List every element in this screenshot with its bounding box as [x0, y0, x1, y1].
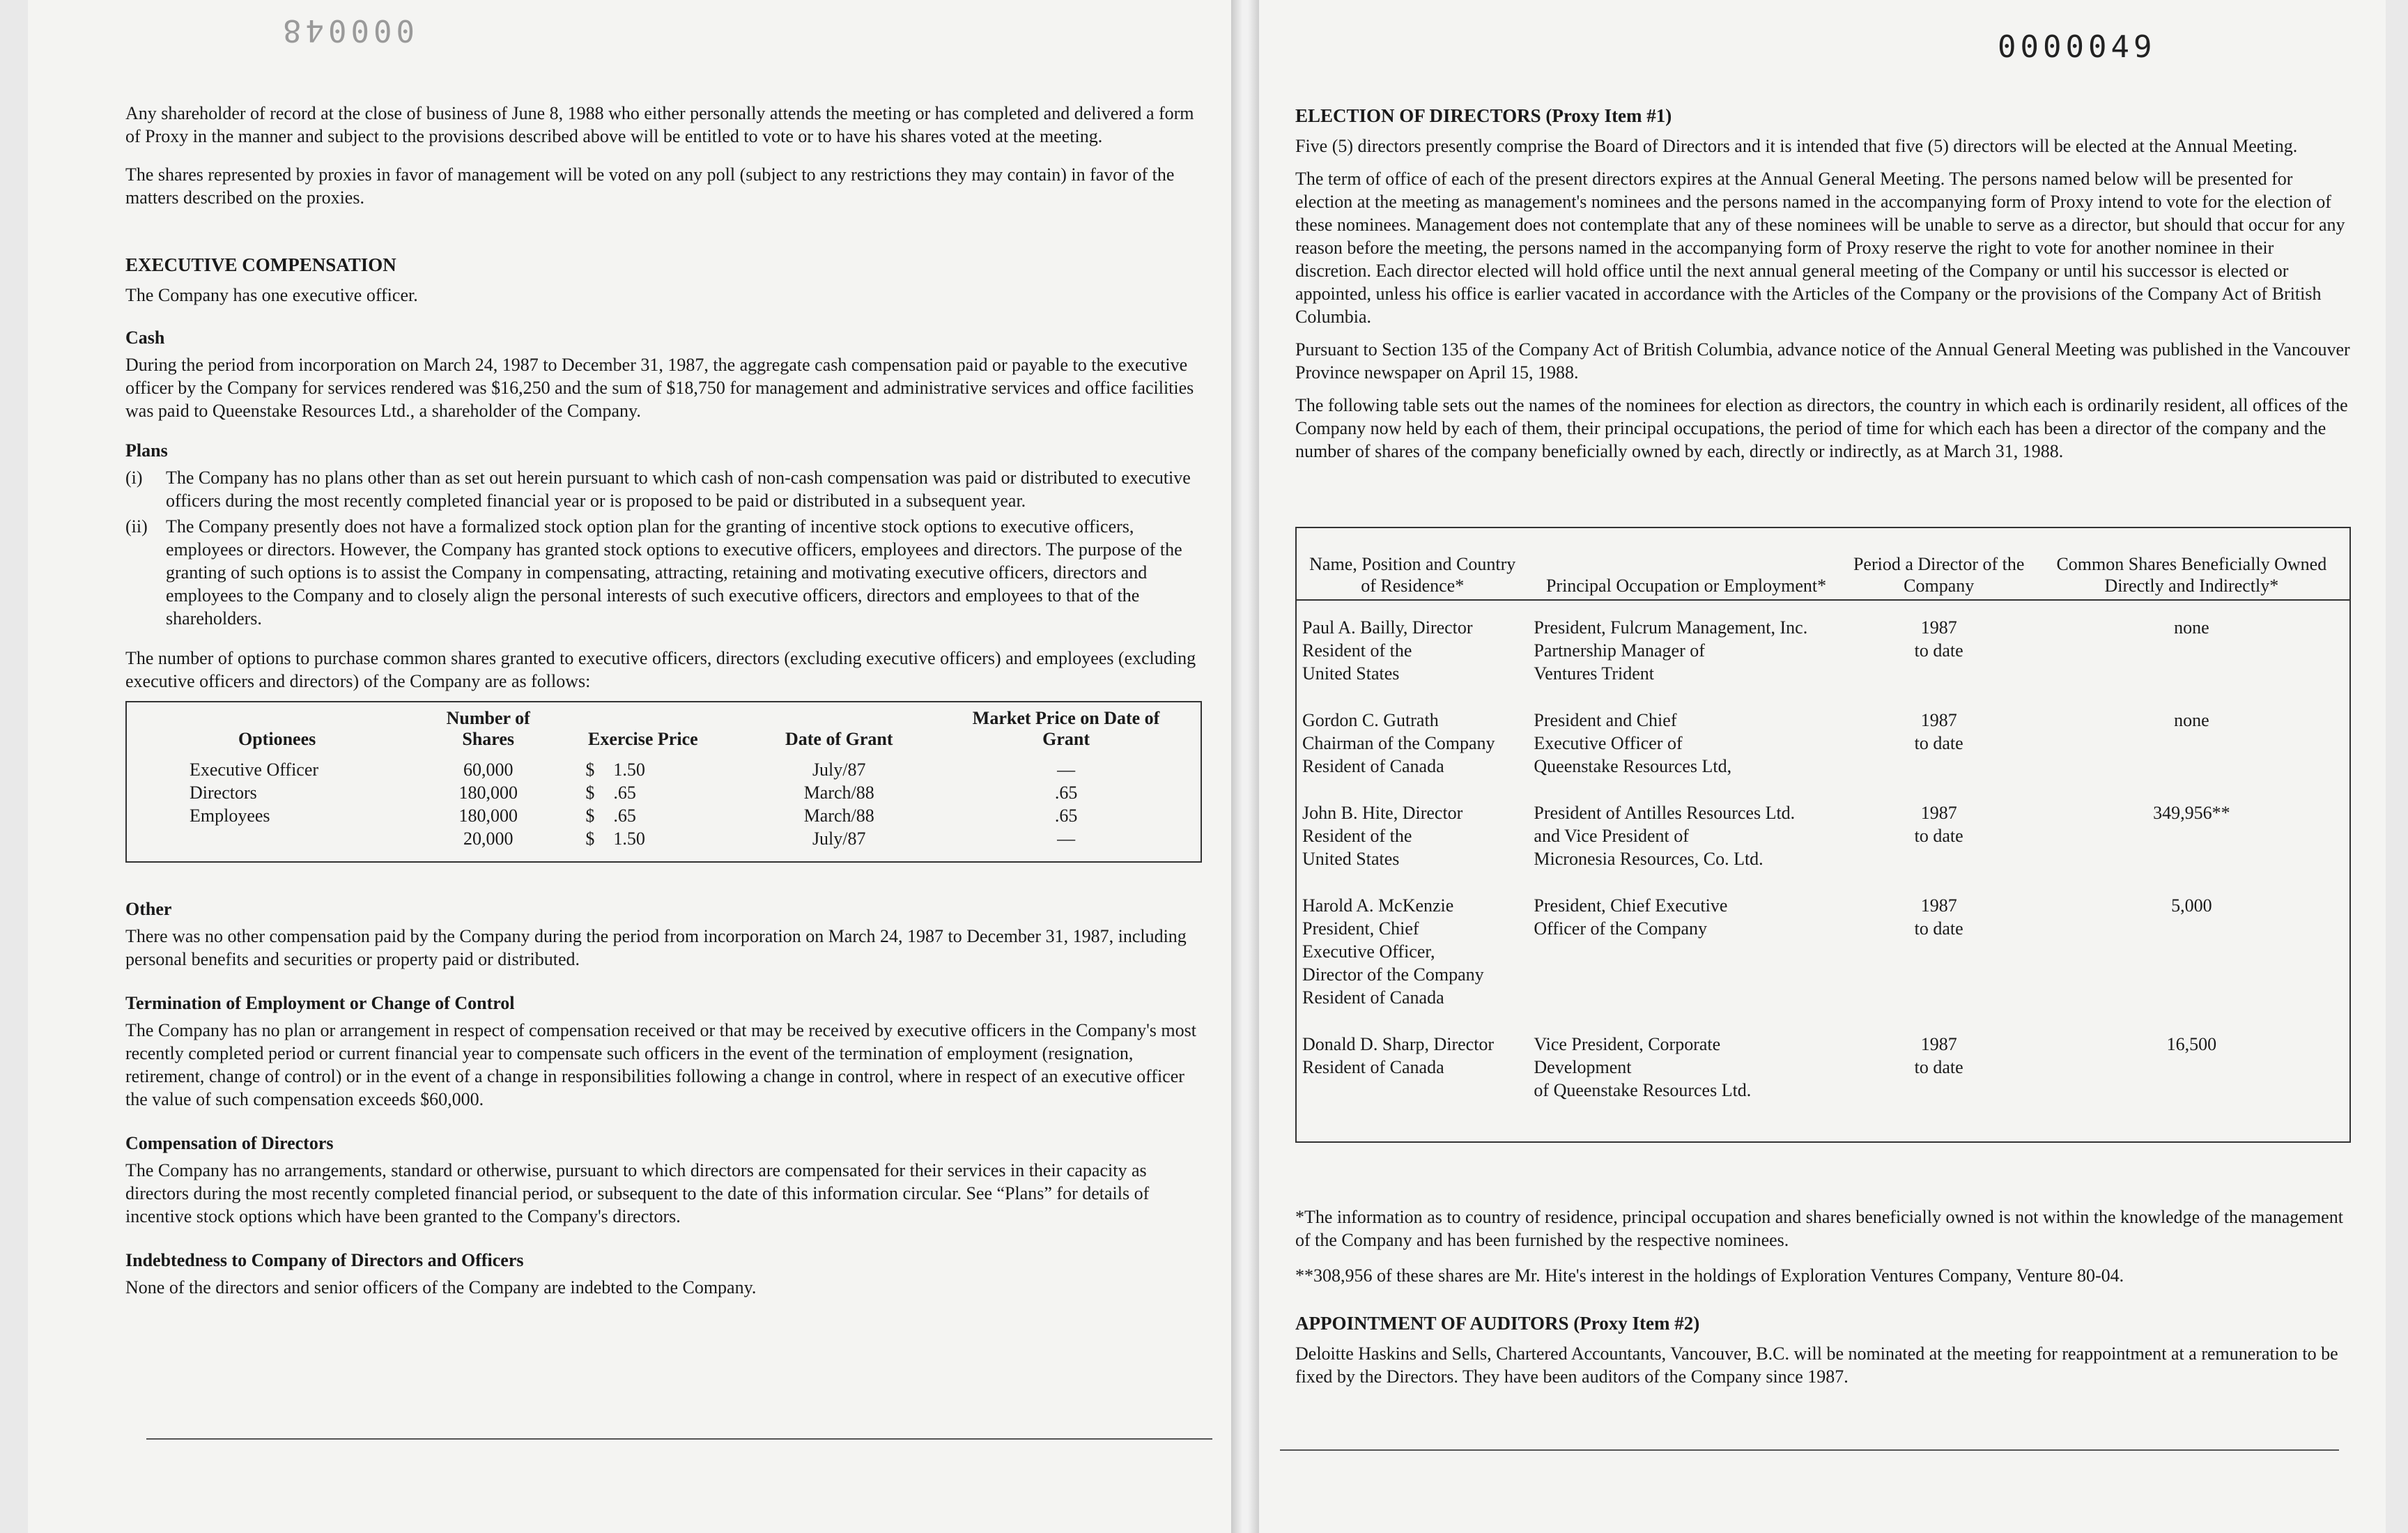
auditors-text: Deloitte Haskins and Sells, Chartered Accountants, Vancouver, B.C. will be nominated at the meeting for reappointment at a remuneration to be fixed by the Directors. They have been auditors of the Company since 1987. — [1295, 1343, 2338, 1387]
cell-occupation-line: Development — [1534, 1057, 1632, 1077]
cell-name-position-line: Chairman of the Company — [1302, 733, 1495, 753]
plans-item — [125, 515, 1202, 630]
cell-occupation-line: Partnership Manager of — [1534, 640, 1705, 661]
cell-period-line: 1987 — [1920, 617, 1957, 638]
cell-shares-line: 349,956** — [2153, 803, 2230, 823]
cell-name-position-line: John B. Hite, Director — [1302, 803, 1463, 823]
cell-price — [560, 781, 725, 804]
auditors-heading: APPOINTMENT OF AUDITORS (Proxy Item #2) — [1295, 1313, 1700, 1334]
election-paragraph-4: The following table sets out the names of the nominees for election as directors, the country in which each is ordinarily resident, all offices of the Company now held by each of them, their principal occupations, the period of time for which each has been a director of the company and the number of shares of the company beneficially owned by each, directly or indirectly, as at March 31, 1988. — [1295, 395, 2348, 461]
header-number-of-shares: Number of Shares — [446, 708, 530, 749]
cell-period-line: 1987 — [1920, 803, 1957, 823]
cell-name-position-line: Resident of Canada — [1302, 756, 1444, 776]
cell-occupation-line: President, Fulcrum Management, Inc. — [1534, 617, 1808, 638]
cell-occupation — [1528, 709, 1844, 801]
directors-compensation-heading: Compensation of Directors — [125, 1133, 334, 1153]
right-page-number: 0000049 — [1998, 29, 2156, 65]
executive-compensation-text: The Company has one executive officer. — [125, 285, 418, 305]
cell-date: March/88 — [803, 783, 874, 803]
cell-shares — [2034, 709, 2349, 801]
cell-occupation — [1528, 801, 1844, 894]
cell-occupation-line: Micronesia Resources, Co. Ltd. — [1534, 849, 1763, 869]
cell-market: — — [1057, 829, 1076, 849]
cell-market: .65 — [1054, 806, 1078, 826]
left-page — [28, 0, 1231, 1533]
cell-period-line: to date — [1914, 1057, 1963, 1077]
right-column — [1295, 105, 2351, 1403]
cell-name-position-line: Resident of the — [1302, 640, 1412, 661]
plans-item — [125, 466, 1202, 512]
right-page — [1259, 0, 2386, 1533]
cell-price — [560, 804, 725, 827]
page-gutter — [1231, 0, 1259, 1533]
cash-text: During the period from incorporation on March 24, 1987 to December 31, 1987, the aggregate cash compensation paid or payable to the executive officer by the Company for services rendered was $16,250 and the sum of $18,750 for management and administrative services and office facilities was paid to Queenstake Resources Ltd., a shareholder of the Company. — [125, 355, 1194, 421]
cell-shares: 60,000 — [463, 760, 514, 780]
cell-occupation-line: President, Chief Executive — [1534, 895, 1728, 916]
other-heading: Other — [125, 899, 172, 919]
executive-compensation-heading: EXECUTIVE COMPENSATION — [125, 254, 396, 275]
header-market-price: Market Price on Date of Grant — [972, 708, 1160, 749]
cell-name-position-line: Director of the Company — [1302, 964, 1484, 985]
plans-item-text: The Company has no plans other than as set out herein pursuant to which cash of non-cash compensation was paid or distributed to executive officers during the most recently completed financial year or is proposed to be paid or distributed in a subsequent year. — [166, 468, 1191, 511]
cell-period-line: to date — [1914, 733, 1963, 753]
cell-name-position-line: Resident of the — [1302, 826, 1412, 846]
termination-heading: Termination of Employment or Change of Control — [125, 993, 515, 1013]
cell-name-position-line: Harold A. McKenzie — [1302, 895, 1454, 916]
cell-period — [1844, 709, 2034, 801]
options-table-row — [148, 827, 1180, 850]
intro-paragraph-2: The shares represented by proxies in favor of management will be voted on any poll (subject to any restrictions they may contain) in favor of the matters described on the proxies. — [125, 164, 1175, 208]
cell-period — [1844, 801, 2034, 894]
directors-table-row — [1297, 894, 2349, 1033]
cell-period-line: to date — [1914, 826, 1963, 846]
cell-optionee: Employees — [190, 806, 270, 826]
indebtedness-text: None of the directors and senior officers of the Company are indebted to the Company. — [125, 1277, 757, 1297]
termination-text: The Company has no plan or arrangement in respect of compensation received or that may be received by executive officers in the Company's most recently completed period or current financial year to compensate such officers in the event of the termination of employment (resignation, retirement, change of control) or in the event of a change in responsibilities following a change in control, where in respect of an executive officer the value of such compensation exceeds $60,000. — [125, 1020, 1196, 1109]
cell-name-position-line: United States — [1302, 849, 1400, 869]
cell-shares — [2034, 894, 2349, 1033]
cell-shares-line: 16,500 — [2166, 1034, 2217, 1054]
cell-occupation — [1528, 894, 1844, 1033]
cell-occupation-line: Vice President, Corporate — [1534, 1034, 1721, 1054]
header-common-shares: Common Shares Beneficially Owned Directly and Indirectly* — [2034, 528, 2349, 600]
cell-name-position — [1297, 801, 1528, 894]
election-paragraph-2: The term of office of each of the present directors expires at the Annual General Meeting. The persons named below will be presented for election at the meeting as management's nominees and the persons named in the accompanying form of Proxy intend to vote for the election of these nominees. Management does not contemplate that any of these nominees will be unable to serve as a director, but should that occur for any reason before the meeting, the persons named in the accompanying form of Proxy reserve the right to vote for another nominee in their discretion. Each director elected will hold office until the next annual general meeting of the Company or until his successor is elected or appointed, unless his office is earlier vacated in accordance with the Articles of the Company or the provisions of the Company Act of British Columbia. — [1295, 169, 2345, 327]
plans-heading: Plans — [125, 440, 168, 461]
cell-name-position — [1297, 1033, 1528, 1125]
cell-period — [1844, 600, 2034, 709]
cell-date: July/87 — [812, 829, 866, 849]
options-table-row — [148, 758, 1180, 781]
options-table-box — [125, 701, 1202, 863]
cell-name-position-line: Donald D. Sharp, Director — [1302, 1034, 1495, 1054]
cell-price — [560, 758, 725, 781]
cell-occupation-line: Queenstake Resources Ltd, — [1534, 756, 1732, 776]
directors-table-row — [1297, 801, 2349, 894]
cell-price — [560, 827, 725, 850]
directors-compensation-text: The Company has no arrangements, standard or otherwise, pursuant to which directors are compensated for their services in their capacity as directors during the most recently completed financial period, or subsequent to the date of this information circular. See “Plans” for details of incentive stock options which have been granted to the Company's directors. — [125, 1160, 1150, 1226]
cell-shares-line: 5,000 — [2171, 895, 2212, 916]
cell-occupation — [1528, 600, 1844, 709]
cell-price-value: 1.50 — [613, 760, 645, 780]
cell-occupation-line: Ventures Trident — [1534, 663, 1655, 684]
cell-currency: $ — [585, 829, 595, 849]
cell-name-position-line: Executive Officer, — [1302, 941, 1435, 962]
election-heading: ELECTION OF DIRECTORS (Proxy Item #1) — [1295, 105, 1672, 126]
cell-period-line: 1987 — [1920, 895, 1957, 916]
header-period-director: Period a Director of the Company — [1844, 528, 2034, 600]
cell-name-position — [1297, 600, 1528, 709]
cell-currency: $ — [585, 783, 595, 803]
directors-table-row — [1297, 709, 2349, 801]
header-exercise-price: Exercise Price — [588, 729, 698, 749]
cell-optionee: Directors — [190, 783, 257, 803]
cell-name-position-line: Paul A. Bailly, Director — [1302, 617, 1473, 638]
directors-table-box — [1295, 527, 2351, 1143]
left-bottom-rule — [146, 1438, 1212, 1440]
cell-shares-line: none — [2174, 710, 2209, 730]
right-bottom-rule — [1280, 1449, 2339, 1451]
plans-list — [125, 466, 1202, 630]
cell-name-position-line: Gordon C. Gutrath — [1302, 710, 1439, 730]
cell-market: — — [1057, 760, 1076, 780]
cell-date: March/88 — [803, 806, 874, 826]
left-column — [125, 102, 1202, 1314]
cell-shares — [2034, 1033, 2349, 1125]
directors-table-header-row — [1297, 528, 2349, 600]
cell-market: .65 — [1054, 783, 1078, 803]
cell-name-position — [1297, 709, 1528, 801]
cell-name-position-line: Resident of Canada — [1302, 987, 1444, 1008]
intro-paragraph-1: Any shareholder of record at the close of business of June 8, 1988 who either personally attends the meeting or has completed and delivered a form of Proxy in the manner and subject to the provisions described above will be entitled to vote or to have his shares voted at the meeting. — [125, 103, 1194, 146]
cell-shares: 20,000 — [463, 829, 514, 849]
cell-price-value: .65 — [613, 783, 636, 803]
directors-table-row — [1297, 600, 2349, 709]
header-optionees: Optionees — [238, 729, 316, 749]
cell-name-position-line: President, Chief — [1302, 918, 1419, 939]
cell-occupation-line: President and Chief — [1534, 710, 1677, 730]
cell-occupation-line: of Queenstake Resources Ltd. — [1534, 1080, 1752, 1100]
cell-period-line: 1987 — [1920, 710, 1957, 730]
indebtedness-heading: Indebtedness to Company of Directors and Officers — [125, 1250, 524, 1270]
footnote-2: **308,956 of these shares are Mr. Hite's interest in the holdings of Exploration Ventures Company, Venture 80-04. — [1295, 1265, 2124, 1286]
cell-name-position-line: Resident of Canada — [1302, 1057, 1444, 1077]
options-table-row — [148, 804, 1180, 827]
cell-period — [1844, 1033, 2034, 1125]
cell-period — [1844, 894, 2034, 1033]
other-text: There was no other compensation paid by the Company during the period from incorporation on March 24, 1987 to December 31, 1987, including personal benefits and securities or property paid or distributed. — [125, 926, 1187, 969]
cell-shares — [2034, 801, 2349, 894]
directors-table-body — [1297, 600, 2349, 1125]
cell-occupation-line: Executive Officer of — [1534, 733, 1683, 753]
header-principal-occupation: Principal Occupation or Employment* — [1528, 528, 1844, 600]
cell-period-line: to date — [1914, 918, 1963, 939]
cell-name-position — [1297, 894, 1528, 1033]
cell-occupation-line: Officer of the Company — [1534, 918, 1708, 939]
cell-price-value: 1.50 — [613, 829, 645, 849]
options-table — [148, 708, 1180, 850]
footnote-1: *The information as to country of residence, principal occupation and shares beneficially owned is not within the knowledge of the management of the Company and has been furnished by the respective nominees. — [1295, 1207, 2343, 1250]
election-paragraph-1: Five (5) directors presently comprise the Board of Directors and it is intended that five (5) directors will be elected at the Annual Meeting. — [1295, 136, 2298, 156]
options-table-header-row — [148, 708, 1180, 758]
left-page-number: 000048 — [279, 13, 415, 48]
cash-heading: Cash — [125, 328, 165, 348]
cell-shares: 180,000 — [458, 783, 518, 803]
cell-optionee: Executive Officer — [190, 760, 319, 780]
directors-table-row — [1297, 1033, 2349, 1125]
election-paragraph-3: Pursuant to Section 135 of the Company Act of British Columbia, advance notice of the Annual General Meeting was published in the Vancouver Province newspaper on April 15, 1988. — [1295, 339, 2350, 383]
cell-currency: $ — [585, 760, 595, 780]
plans-item-text: The Company presently does not have a formalized stock option plan for the granting of incentive stock options to executive officers, employees or directors. However, the Company has granted stock options to executive officers, employees and directors. The purpose of the granting of such options is to assist the Company in compensating, attracting, retaining and motivating executive officers, directors and employees to the Company and to closely align the personal interests of such executive officers, directors and employees to that of the shareholders. — [166, 516, 1182, 629]
header-name-position: Name, Position and Country of Residence* — [1297, 528, 1528, 600]
cell-occupation-line: President of Antilles Resources Ltd. — [1534, 803, 1796, 823]
cell-currency: $ — [585, 806, 595, 826]
cell-date: July/87 — [812, 760, 866, 780]
cell-shares — [2034, 600, 2349, 709]
directors-table — [1297, 528, 2349, 1125]
plans-item-number: (ii) — [125, 516, 148, 537]
options-intro-text: The number of options to purchase common shares granted to executive officers, directors (excluding executive officers) and employees (excluding executive officers and directors) of the Company are as follows: — [125, 648, 1196, 691]
cell-occupation — [1528, 1033, 1844, 1125]
header-date-of-grant: Date of Grant — [785, 729, 893, 749]
options-table-row — [148, 781, 1180, 804]
cell-period-line: to date — [1914, 640, 1963, 661]
cell-shares: 180,000 — [458, 806, 518, 826]
cell-price-value: .65 — [613, 806, 636, 826]
cell-period-line: 1987 — [1920, 1034, 1957, 1054]
cell-optionee — [148, 827, 416, 850]
plans-item-number: (i) — [125, 468, 143, 488]
cell-occupation-line: and Vice President of — [1534, 826, 1689, 846]
cell-shares-line: none — [2174, 617, 2209, 638]
cell-name-position-line: United States — [1302, 663, 1400, 684]
